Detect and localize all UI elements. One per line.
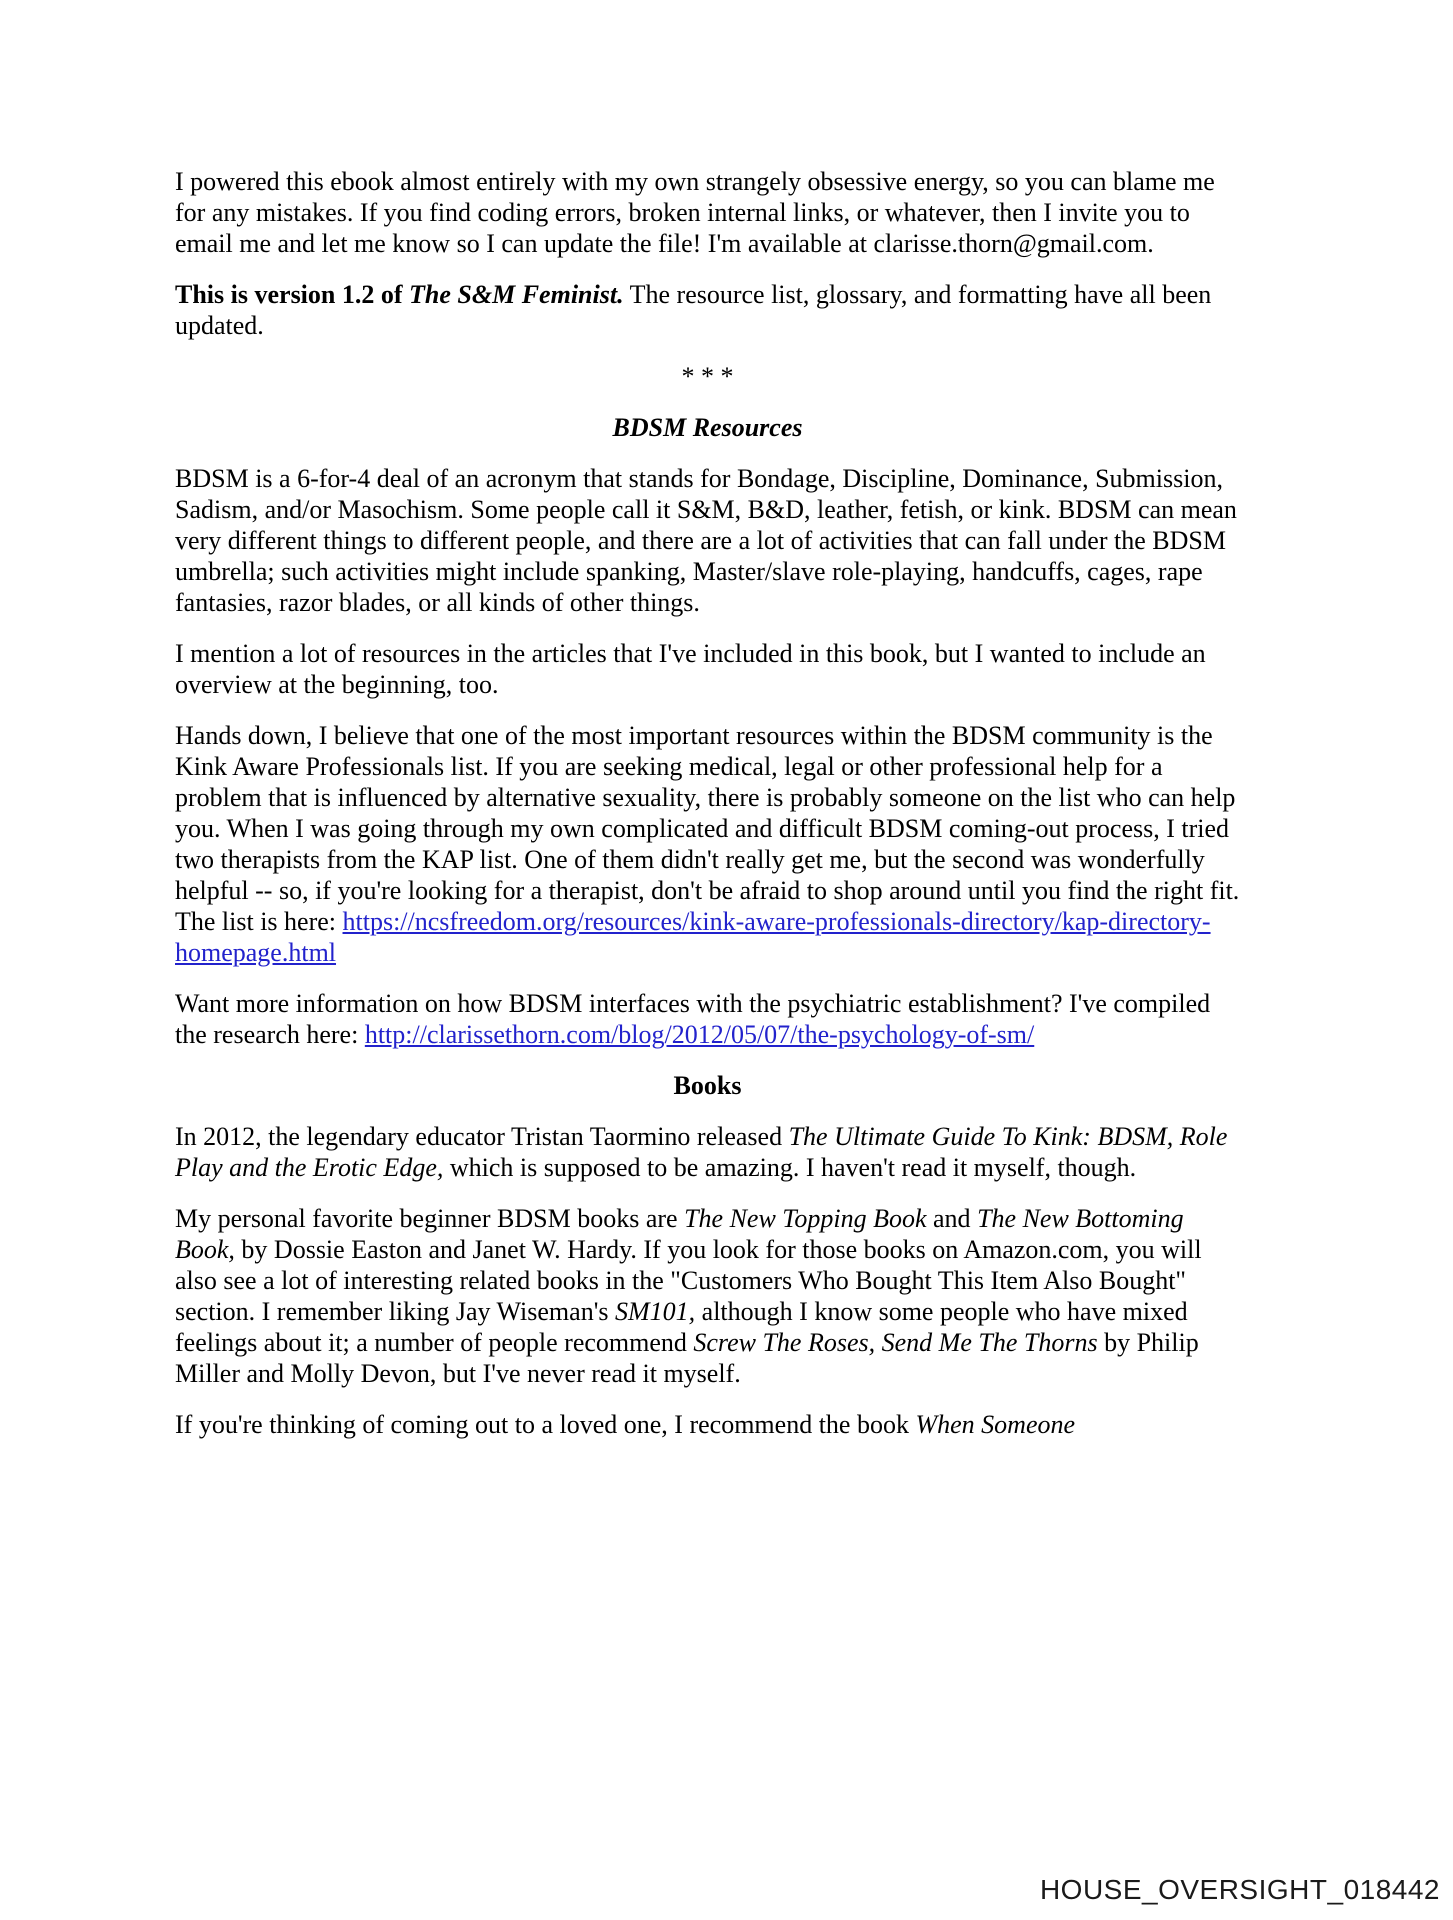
bates-number: HOUSE_OVERSIGHT_018442: [1039, 1874, 1440, 1905]
psychiatric-establishment-paragraph: [175, 988, 1240, 1050]
text-run: If you're thinking of coming out to a loved one, I recommend the book: [175, 1410, 916, 1439]
text-run: which is supposed to be amazing. I haven't read it myself, though.: [443, 1153, 1137, 1182]
hyperlink[interactable]: https://ncsfreedom.org/resources/kink-aware-professionals-directory/kap-directory-homepage.html: [175, 907, 1211, 967]
text-run: Screw The Roses, Send Me The Thorns: [693, 1328, 1098, 1357]
text-run: The resource list, glossary, and formatting have all been updated.: [175, 280, 1212, 340]
text-run: * * *: [681, 362, 734, 391]
intro-paragraph: [175, 166, 1240, 259]
text-run: and: [926, 1204, 978, 1233]
text-run: Hands down, I believe that one of the most important resources within the BDSM community is the Kink Aware Professionals list. If you are seeking medical, legal or other professional help for a problem that is influenced by alternative sexuality, there is probably someone on the list who can help you. When I was going through my own complicated and difficult BDSM coming-out process, I tried two therapists from the KAP list. One of them didn't really get me, but the second was wonderfully helpful -- so, if you're looking for a therapist, don't be afraid to shop around until you find the right fit. The list is here:: [175, 721, 1240, 936]
text-run: The Ultimate Guide To Kink: BDSM, Role Play and the Erotic Edge,: [175, 1122, 1228, 1182]
text-run: My personal favorite beginner BDSM books are: [175, 1204, 685, 1233]
text-run: by Philip Miller and Molly Devon, but I've never read it myself.: [175, 1328, 1199, 1388]
section-heading-bdsm-resources: [175, 412, 1240, 443]
text-run: The New Bottoming Book,: [175, 1204, 1184, 1264]
text-run: Books: [673, 1071, 742, 1100]
text-run: I powered this ebook almost entirely with my own strangely obsessive energy, so you can blame me for any mistakes. If you find coding errors, broken internal links, or whatever, then I invite you to email me and let me know so I can update the file! I'm available at clarisse.thorn@gmail.com.: [175, 167, 1215, 258]
text-run: The New Topping Book: [684, 1204, 927, 1233]
text-run: This is version 1.2 of: [175, 280, 410, 309]
text-run: In 2012, the legendary educator Tristan Taormino released: [175, 1122, 789, 1151]
coming-out-paragraph: [175, 1409, 1240, 1440]
hyperlink[interactable]: http://clarissethorn.com/blog/2012/05/07/the-psychology-of-sm/: [364, 1020, 1035, 1049]
version-paragraph: [175, 279, 1240, 341]
text-run: Want more information on how BDSM interfaces with the psychiatric establishment? I've compiled the research here:: [175, 989, 1211, 1049]
document-content: [175, 166, 1240, 1460]
section-heading-books: [175, 1070, 1240, 1101]
kink-aware-professionals-paragraph: [175, 720, 1240, 968]
overview-paragraph: [175, 638, 1240, 700]
text-run: BDSM is a 6-for-4 deal of an acronym that stands for Bondage, Discipline, Dominance, Submission, Sadism, and/or Masochism. Some people call it S&M, B&D, leather, fetish, or kink. BDSM can mean very different things to different people, and there are a lot of activities that can fall under the BDSM umbrella; such activities might include spanking, Master/slave role-playing, handcuffs, cages, rape fantasies, razor blades, or all kinds of other things.: [175, 464, 1237, 617]
text-run: The S&M Feminist.: [409, 280, 624, 309]
text-run: by Dossie Easton and Janet W. Hardy. If you look for those books on Amazon.com, you will also see a lot of interesting related books in the "Customers Who Bought This Item Also Bought" section. I remember liking Jay Wiseman's: [175, 1235, 1202, 1326]
section-separator: [175, 361, 1240, 392]
text-run: BDSM Resources: [612, 413, 803, 442]
text-run: SM101,: [615, 1297, 696, 1326]
favorite-books-paragraph: [175, 1203, 1240, 1389]
text-run: although I know some people who have mixed feelings about it; a number of people recommend: [175, 1297, 1188, 1357]
text-run: When Someone: [915, 1410, 1076, 1439]
text-run: I mention a lot of resources in the articles that I've included in this book, but I wanted to include an overview at the beginning, too.: [175, 639, 1206, 699]
taormino-paragraph: [175, 1121, 1240, 1183]
bdsm-acronym-paragraph: [175, 463, 1240, 618]
